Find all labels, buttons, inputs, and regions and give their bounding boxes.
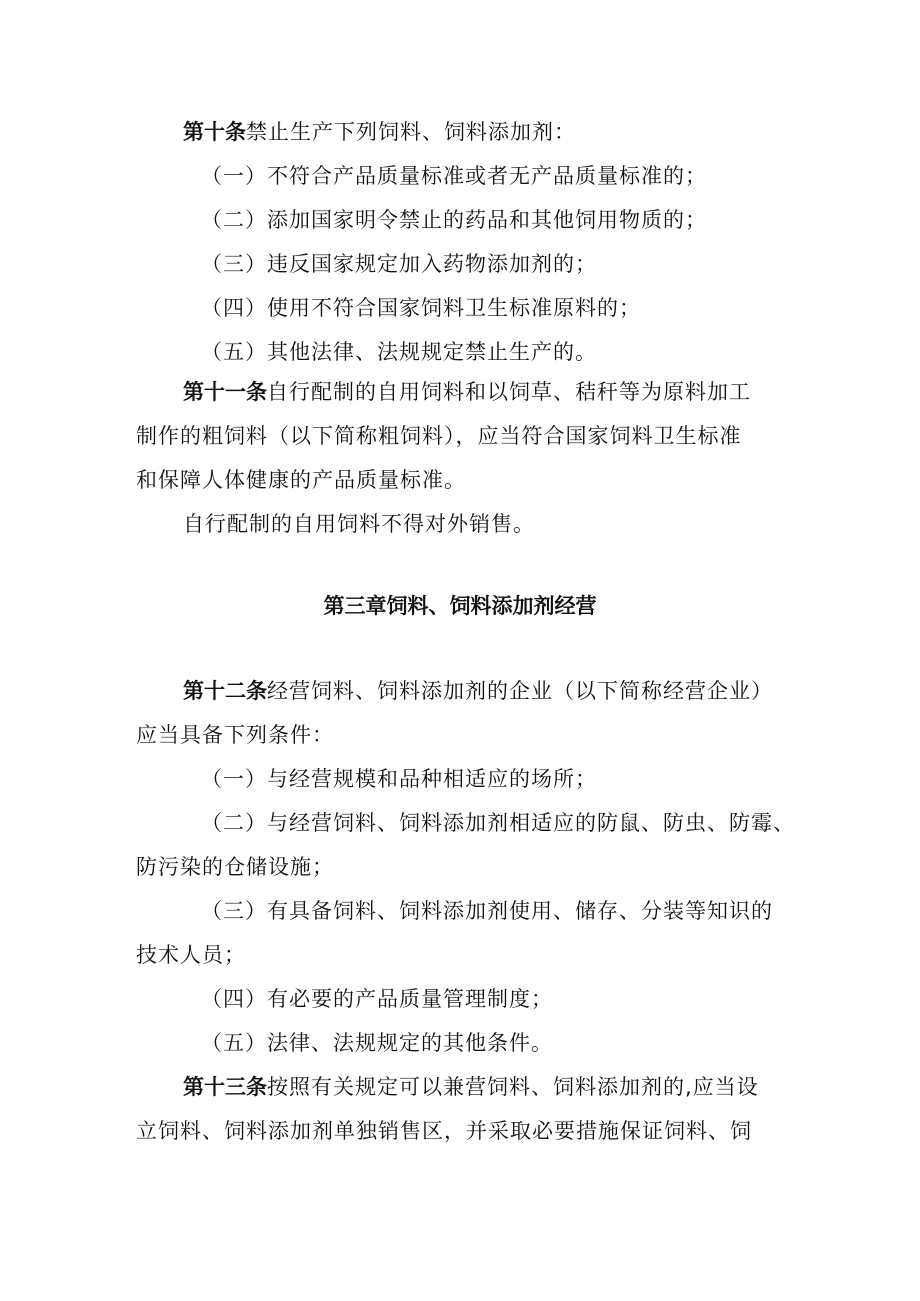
article-10-item-2: （二）添加国家明令禁止的药品和其他饲用物质的； <box>201 208 707 232</box>
article-10-item-3: （三）违反国家规定加入药物添加剂的； <box>201 252 597 276</box>
article-12-item-3-line-2: 技术人员； <box>136 943 246 967</box>
article-12-heading: 第十二条 <box>183 679 267 703</box>
article-12-text: 经营饲料、饲料添加剂的企业（以下简称经营企业） <box>267 679 773 703</box>
article-12-line-2: 应当具备下列条件： <box>136 723 334 747</box>
article-10-item-5: （五）其他法律、法规规定禁止生产的。 <box>201 340 597 364</box>
article-13-heading: 第十三条 <box>183 1075 267 1099</box>
article-13-line-2: 立饲料、饲料添加剂单独销售区，并采取必要措施保证饲料、饲 <box>136 1119 752 1143</box>
article-12-item-2-line-2: 防污染的仓储设施； <box>136 855 334 879</box>
article-11-paragraph-2: 自行配制的自用饲料不得对外销售。 <box>183 512 535 536</box>
article-12-item-1: （一）与经营规模和品种相适应的场所； <box>201 767 597 791</box>
article-11-text: 自行配制的自用饲料和以饲草、秸秆等为原料加工 <box>267 380 751 404</box>
article-12-line-1 <box>183 676 843 706</box>
article-11-line-1 <box>183 377 843 407</box>
article-11-heading: 第十一条 <box>183 380 267 404</box>
article-12-item-4: （四）有必要的产品质量管理制度； <box>201 987 553 1011</box>
article-12-item-3-line-1: （三）有具备饲料、饲料添加剂使用、储存、分装等知识的 <box>201 899 773 923</box>
article-10-line <box>183 117 843 147</box>
article-10-text: 禁止生产下列饲料、饲料添加剂： <box>246 120 576 144</box>
article-10-item-1: （一）不符合产品质量标准或者无产品质量标准的； <box>201 164 707 188</box>
article-11-line-3: 和保障人体健康的产品质量标准。 <box>136 468 466 492</box>
article-12-item-2-line-1: （二）与经营饲料、饲料添加剂相适应的防鼠、防虫、防霉、 <box>201 811 795 835</box>
article-10-heading: 第十条 <box>183 120 246 144</box>
chapter-3-title: 第三章饲料、饲料添加剂经营 <box>323 594 597 618</box>
article-12-item-5: （五）法律、法规规定的其他条件。 <box>201 1031 553 1055</box>
article-13-line-1 <box>183 1072 843 1102</box>
article-11-line-2: 制作的粗饲料（以下简称粗饲料），应当符合国家饲料卫生标准 <box>136 424 742 448</box>
article-10-item-4: （四）使用不符合国家饲料卫生标准原料的； <box>201 296 641 320</box>
article-13-text: 按照有关规定可以兼营饲料、饲料添加剂的,应当设 <box>267 1075 759 1099</box>
